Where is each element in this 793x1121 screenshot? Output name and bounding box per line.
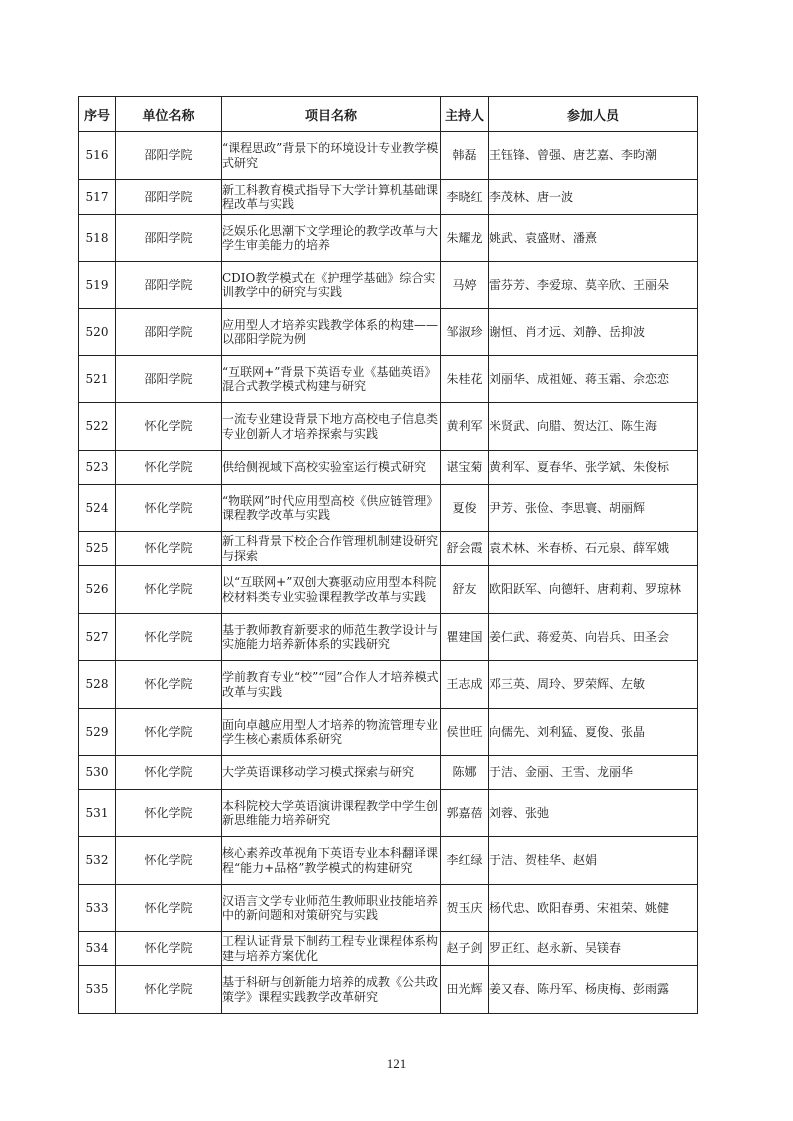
header-project-name: 项目名称 <box>222 97 441 132</box>
project-name-cell: 核心素养改革视角下英语专业本科翻译课程“能力+品格”教学模式的构建研究 <box>222 837 441 885</box>
project-name-cell: 以“互联网+”双创大赛驱动应用型本科院校材料类专业实验课程教学改革与实践 <box>222 566 441 614</box>
serial-number-cell: 533 <box>79 885 116 932</box>
table-row <box>79 309 698 356</box>
members-cell: 邓三英、周玲、罗荣辉、左敏 <box>489 661 698 709</box>
serial-number-cell: 520 <box>79 309 116 356</box>
members-cell: 于洁、贺桂华、赵娟 <box>489 837 698 885</box>
project-name-cell: 本科院校大学英语演讲课程教学中学生创新思维能力培养研究 <box>222 790 441 837</box>
host-cell: 李晓红 <box>441 180 489 215</box>
project-name-cell: 基于科研与创新能力培养的成教《公共政策学》课程实践教学改革研究 <box>222 966 441 1014</box>
project-name-cell: CDIO教学模式在《护理学基础》综合实训教学中的研究与实践 <box>222 262 441 309</box>
members-cell: 欧阳跃军、向德轩、唐莉莉、罗琼林 <box>489 566 698 614</box>
table-row <box>79 756 698 790</box>
members-cell: 于洁、金丽、王雪、龙丽华 <box>489 756 698 790</box>
serial-number-cell: 518 <box>79 215 116 262</box>
host-cell: 陈娜 <box>441 756 489 790</box>
members-cell: 雷芬芳、李爱琼、莫辛欣、王丽朵 <box>489 262 698 309</box>
host-cell: 侯世旺 <box>441 709 489 756</box>
table-body <box>79 132 698 1014</box>
unit-name-cell: 邵阳学院 <box>116 132 222 180</box>
host-cell: 田光辉 <box>441 966 489 1014</box>
serial-number-cell: 531 <box>79 790 116 837</box>
host-cell: 朱耀龙 <box>441 215 489 262</box>
project-name-cell: “互联网+”背景下英语专业《基础英语》混合式教学模式构建与研究 <box>222 356 441 403</box>
members-cell: 刘蓉、张弛 <box>489 790 698 837</box>
host-cell: 夏俊 <box>441 485 489 532</box>
header-host: 主持人 <box>441 97 489 132</box>
project-name-cell: 大学英语课移动学习模式探索与研究 <box>222 756 441 790</box>
host-cell: 李红绿 <box>441 837 489 885</box>
project-name-cell: 一流专业建设背景下地方高校电子信息类专业创新人才培养探索与实践 <box>222 403 441 451</box>
table-row <box>79 451 698 485</box>
members-cell: 杨代忠、欧阳春勇、宋祖荣、姚健 <box>489 885 698 932</box>
table-row <box>79 566 698 614</box>
header-members: 参加人员 <box>489 97 698 132</box>
unit-name-cell: 邵阳学院 <box>116 215 222 262</box>
members-cell: 刘丽华、成祖娅、蒋玉霜、佘恋恋 <box>489 356 698 403</box>
members-cell: 袁术林、米春桥、石元泉、薛军娥 <box>489 532 698 566</box>
project-name-cell: 应用型人才培养实践教学体系的构建——以邵阳学院为例 <box>222 309 441 356</box>
table-row <box>79 614 698 661</box>
unit-name-cell: 邵阳学院 <box>116 180 222 215</box>
members-cell: 姜仁武、蒋爱英、向岩兵、田圣会 <box>489 614 698 661</box>
table-row <box>79 485 698 532</box>
project-name-cell: 泛娱乐化思潮下文学理论的教学改革与大学生审美能力的培养 <box>222 215 441 262</box>
serial-number-cell: 517 <box>79 180 116 215</box>
table-row <box>79 132 698 180</box>
host-cell: 瞿建国 <box>441 614 489 661</box>
table-row <box>79 837 698 885</box>
host-cell: 贺玉庆 <box>441 885 489 932</box>
serial-number-cell: 527 <box>79 614 116 661</box>
members-cell: 向儒先、刘利猛、夏俊、张晶 <box>489 709 698 756</box>
unit-name-cell: 怀化学院 <box>116 485 222 532</box>
serial-number-cell: 516 <box>79 132 116 180</box>
project-name-cell: “物联网”时代应用型高校《供应链管理》课程教学改革与实践 <box>222 485 441 532</box>
serial-number-cell: 532 <box>79 837 116 885</box>
unit-name-cell: 怀化学院 <box>116 614 222 661</box>
unit-name-cell: 怀化学院 <box>116 661 222 709</box>
table-row <box>79 709 698 756</box>
unit-name-cell: 怀化学院 <box>116 756 222 790</box>
serial-number-cell: 523 <box>79 451 116 485</box>
project-name-cell: “课程思政”背景下的环境设计专业教学模式研究 <box>222 132 441 180</box>
table-row <box>79 215 698 262</box>
table-row <box>79 932 698 966</box>
serial-number-cell: 529 <box>79 709 116 756</box>
serial-number-cell: 521 <box>79 356 116 403</box>
host-cell: 舒会霞 <box>441 532 489 566</box>
table-header-row <box>79 97 698 132</box>
project-name-cell: 面向卓越应用型人才培养的物流管理专业学生核心素质体系研究 <box>222 709 441 756</box>
serial-number-cell: 528 <box>79 661 116 709</box>
host-cell: 王志成 <box>441 661 489 709</box>
host-cell: 邹淑珍 <box>441 309 489 356</box>
table-row <box>79 885 698 932</box>
unit-name-cell: 怀化学院 <box>116 532 222 566</box>
members-cell: 姚武、袁盛财、潘熹 <box>489 215 698 262</box>
unit-name-cell: 怀化学院 <box>116 932 222 966</box>
members-cell: 李茂林、唐一波 <box>489 180 698 215</box>
members-cell: 米贤武、向腊、贺达江、陈生海 <box>489 403 698 451</box>
serial-number-cell: 535 <box>79 966 116 1014</box>
host-cell: 谌宝菊 <box>441 451 489 485</box>
project-name-cell: 新工科教育模式指导下大学计算机基础课程改革与实践 <box>222 180 441 215</box>
members-cell: 谢恒、肖才远、刘静、岳抑波 <box>489 309 698 356</box>
members-cell: 尹芳、张俭、李思寰、胡丽辉 <box>489 485 698 532</box>
project-name-cell: 基于教师教育新要求的师范生教学设计与实施能力培养新体系的实践研究 <box>222 614 441 661</box>
project-name-cell: 新工科背景下校企合作管理机制建设研究与探索 <box>222 532 441 566</box>
host-cell: 马婷 <box>441 262 489 309</box>
table-row <box>79 966 698 1014</box>
table-row <box>79 532 698 566</box>
unit-name-cell: 邵阳学院 <box>116 309 222 356</box>
members-cell: 罗正红、赵永新、吴镁春 <box>489 932 698 966</box>
serial-number-cell: 519 <box>79 262 116 309</box>
header-unit-name: 单位名称 <box>116 97 222 132</box>
serial-number-cell: 524 <box>79 485 116 532</box>
serial-number-cell: 534 <box>79 932 116 966</box>
serial-number-cell: 526 <box>79 566 116 614</box>
table-row <box>79 262 698 309</box>
host-cell: 赵子剑 <box>441 932 489 966</box>
page-number: 121 <box>386 1056 407 1071</box>
host-cell: 黄利军 <box>441 403 489 451</box>
host-cell: 朱桂花 <box>441 356 489 403</box>
unit-name-cell: 怀化学院 <box>116 566 222 614</box>
table-row <box>79 403 698 451</box>
host-cell: 郭嘉蓓 <box>441 790 489 837</box>
project-table <box>78 96 698 1014</box>
table-row <box>79 356 698 403</box>
unit-name-cell: 怀化学院 <box>116 837 222 885</box>
unit-name-cell: 怀化学院 <box>116 885 222 932</box>
unit-name-cell: 怀化学院 <box>116 790 222 837</box>
table-row <box>79 790 698 837</box>
unit-name-cell: 怀化学院 <box>116 709 222 756</box>
unit-name-cell: 怀化学院 <box>116 451 222 485</box>
project-name-cell: 学前教育专业“校”“园”合作人才培养模式改革与实践 <box>222 661 441 709</box>
members-cell: 黄利军、夏春华、张学斌、朱俊标 <box>489 451 698 485</box>
project-name-cell: 汉语言文学专业师范生教师职业技能培养中的新问题和对策研究与实践 <box>222 885 441 932</box>
unit-name-cell: 邵阳学院 <box>116 262 222 309</box>
host-cell: 韩磊 <box>441 132 489 180</box>
table-row <box>79 661 698 709</box>
members-cell: 王钰锋、曾强、唐艺嘉、李昀潮 <box>489 132 698 180</box>
project-name-cell: 工程认证背景下制药工程专业课程体系构建与培养方案优化 <box>222 932 441 966</box>
serial-number-cell: 530 <box>79 756 116 790</box>
unit-name-cell: 怀化学院 <box>116 403 222 451</box>
serial-number-cell: 522 <box>79 403 116 451</box>
project-name-cell: 供给侧视域下高校实验室运行模式研究 <box>222 451 441 485</box>
host-cell: 舒友 <box>441 566 489 614</box>
unit-name-cell: 邵阳学院 <box>116 356 222 403</box>
members-cell: 姜又春、陈丹军、杨庚梅、彭雨露 <box>489 966 698 1014</box>
unit-name-cell: 怀化学院 <box>116 966 222 1014</box>
header-serial-number: 序号 <box>79 97 116 132</box>
table-row <box>79 180 698 215</box>
serial-number-cell: 525 <box>79 532 116 566</box>
